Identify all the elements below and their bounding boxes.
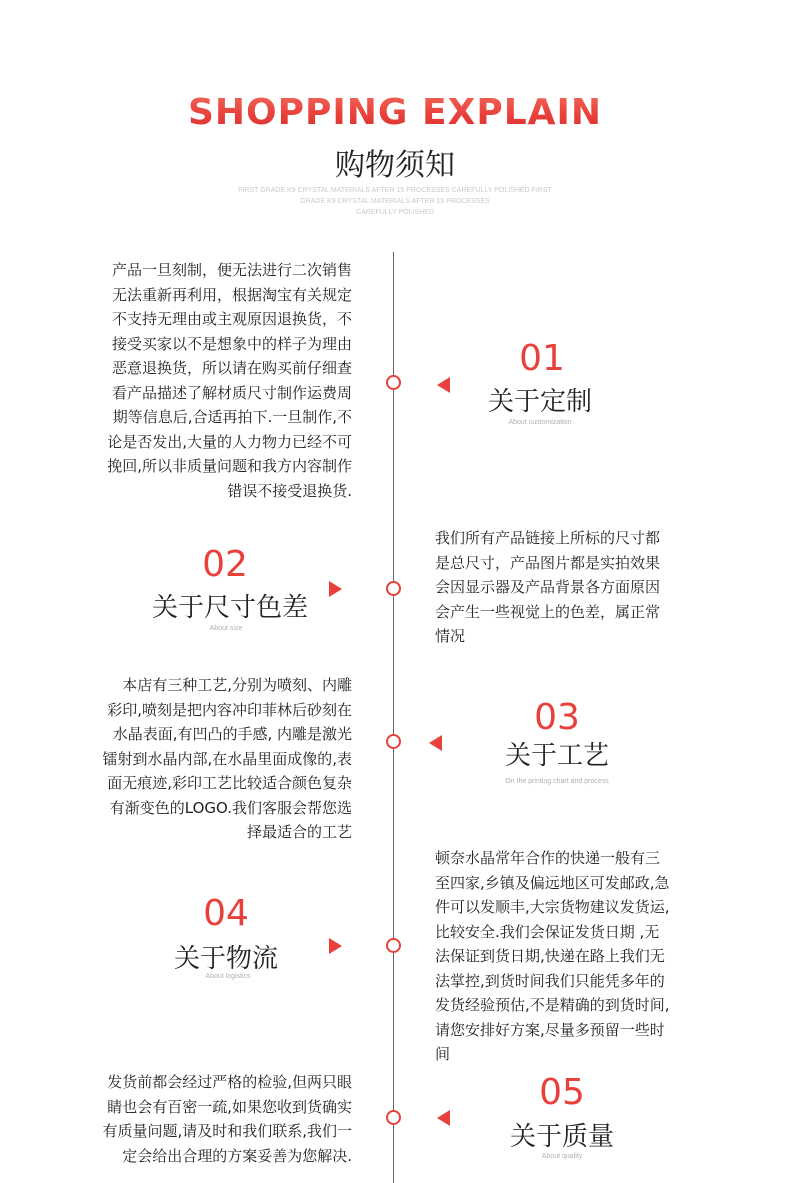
text-line: 法保证到货日期,快递在路上我们无 xyxy=(435,947,665,965)
text-line: 挽回,所以非质量问题和我方内容制作 xyxy=(107,457,352,475)
section-number: 01 xyxy=(519,338,565,379)
section-subtitle: On the printing chart and process xyxy=(505,778,609,785)
section-04-text xyxy=(435,846,670,1067)
text-line: 间 xyxy=(435,1045,451,1063)
section-subtitle: About size xyxy=(209,625,243,632)
text-line: 不支持无理由或主观原因退换货，不 xyxy=(111,310,352,328)
section-title: 关于定制 xyxy=(487,387,592,417)
text-line: 有质量问题,请及时和我们联系,我们一 xyxy=(102,1122,352,1140)
text-line: 无法重新再利用，根据淘宝有关规定 xyxy=(111,285,352,304)
arrow-left-icon xyxy=(437,377,450,393)
text-line: 论是否发出,大量的人力物力已经不可 xyxy=(107,432,352,451)
text-line: 法掌控,到货时间我们只能凭多年的 xyxy=(435,971,665,990)
text-line: 本店有三种工艺,分别为喷刻、内雕 xyxy=(122,676,352,694)
text-line: 会因显示器及产品背景各方面原因 xyxy=(435,578,661,596)
subtitle-line: GRADE K9 CRYSTAL MATERIALS AFTER 15 PROCESSES xyxy=(300,198,490,205)
subtitle-line: CAREFULLY POLISHED xyxy=(356,209,434,216)
section-05-text xyxy=(102,1070,352,1168)
text-line: 发货前都会经过严格的检验,但两只眼 xyxy=(107,1073,352,1091)
text-line: 产品一旦刻制，便无法进行二次销售 xyxy=(111,261,352,279)
section-subtitle: About logistics xyxy=(205,973,251,980)
text-line: 我们所有产品链接上所标的尺寸都 xyxy=(435,529,661,547)
timeline-dot xyxy=(386,581,401,596)
text-line: 件可以发顺丰,大宗货物建议发货运, xyxy=(435,898,670,916)
section-01-text xyxy=(107,258,352,503)
section-number: 02 xyxy=(202,544,248,585)
text-line: 错误不接受退换货. xyxy=(227,481,352,500)
section-subtitle: About customization xyxy=(508,419,572,426)
text-line: 期等信息后,合适再拍下.一旦制作,不 xyxy=(112,408,352,426)
arrow-left-icon xyxy=(429,735,442,751)
text-line: 接受买家以不是想象中的样子为理由 xyxy=(111,334,352,353)
section-subtitle: About quality xyxy=(541,1153,583,1160)
timeline-dot xyxy=(386,1110,401,1125)
text-line: 恶意退换货，所以请在购买前仔细查 xyxy=(111,359,352,377)
text-line: 睛也会有百密一疏,如果您收到货确实 xyxy=(107,1097,352,1116)
title-chinese: 购物须知 xyxy=(335,148,455,183)
text-line: 发货经验预估,不是精确的到货时间, xyxy=(435,996,670,1014)
text-line: 至四家,乡镇及偏远地区可发邮政,急 xyxy=(435,873,670,892)
text-line: 彩印,喷刻是把内容冲印菲林后砂刻在 xyxy=(107,700,352,719)
timeline-dot xyxy=(386,375,401,390)
title-english: SHOPPING EXPLAIN xyxy=(0,92,790,133)
arrow-left-icon xyxy=(437,1110,450,1126)
arrow-right-icon xyxy=(329,581,342,597)
text-line: 顿奈水晶常年合作的快递一般有三 xyxy=(435,849,661,867)
section-number: 04 xyxy=(203,893,249,934)
timeline-dot xyxy=(386,938,401,953)
arrow-right-icon xyxy=(329,938,342,954)
section-03-text xyxy=(102,673,352,845)
text-line: 请您安排好方案,尽量多预留一些时 xyxy=(435,1020,665,1039)
text-line: 面无痕迹,彩印工艺比较适合颜色复杂 xyxy=(107,774,352,792)
text-line: 比较安全.我们会保证发货日期 ,无 xyxy=(435,922,660,941)
text-line: 是总尺寸，产品图片都是实拍效果 xyxy=(435,553,661,572)
text-line: 情况 xyxy=(435,627,466,645)
section-title: 关于尺寸色差 xyxy=(151,593,308,623)
timeline-line xyxy=(393,252,394,1183)
section-number: 05 xyxy=(539,1072,585,1113)
header-subtitle xyxy=(230,185,560,218)
text-line: 有渐变色的LOGO.我们客服会帮您选 xyxy=(109,798,352,817)
text-line: 会产生一些视觉上的色差，属正常 xyxy=(435,602,661,621)
subtitle-line: FIRST GRADE K9 CRYSTAL MATERIALS AFTER 15 PROCESSES CAREFULLY POLISHED FIRST xyxy=(238,187,552,194)
section-number: 03 xyxy=(534,697,580,738)
text-line: 镭射到水晶内部,在水晶里面成像的,表 xyxy=(102,749,352,768)
section-title: 关于物流 xyxy=(173,944,278,974)
text-line: 定会给出合理的方案妥善为您解决. xyxy=(122,1146,352,1165)
timeline-dot xyxy=(386,734,401,749)
text-line: 择最适合的工艺 xyxy=(246,823,352,841)
section-title: 关于工艺 xyxy=(504,741,609,771)
text-line: 看产品描述了解材质尺寸制作运费周 xyxy=(111,383,352,402)
section-title: 关于质量 xyxy=(509,1122,614,1152)
text-line: 水晶表面,有凹凸的手感, 内雕是激光 xyxy=(112,725,352,743)
section-02-text xyxy=(435,526,660,649)
